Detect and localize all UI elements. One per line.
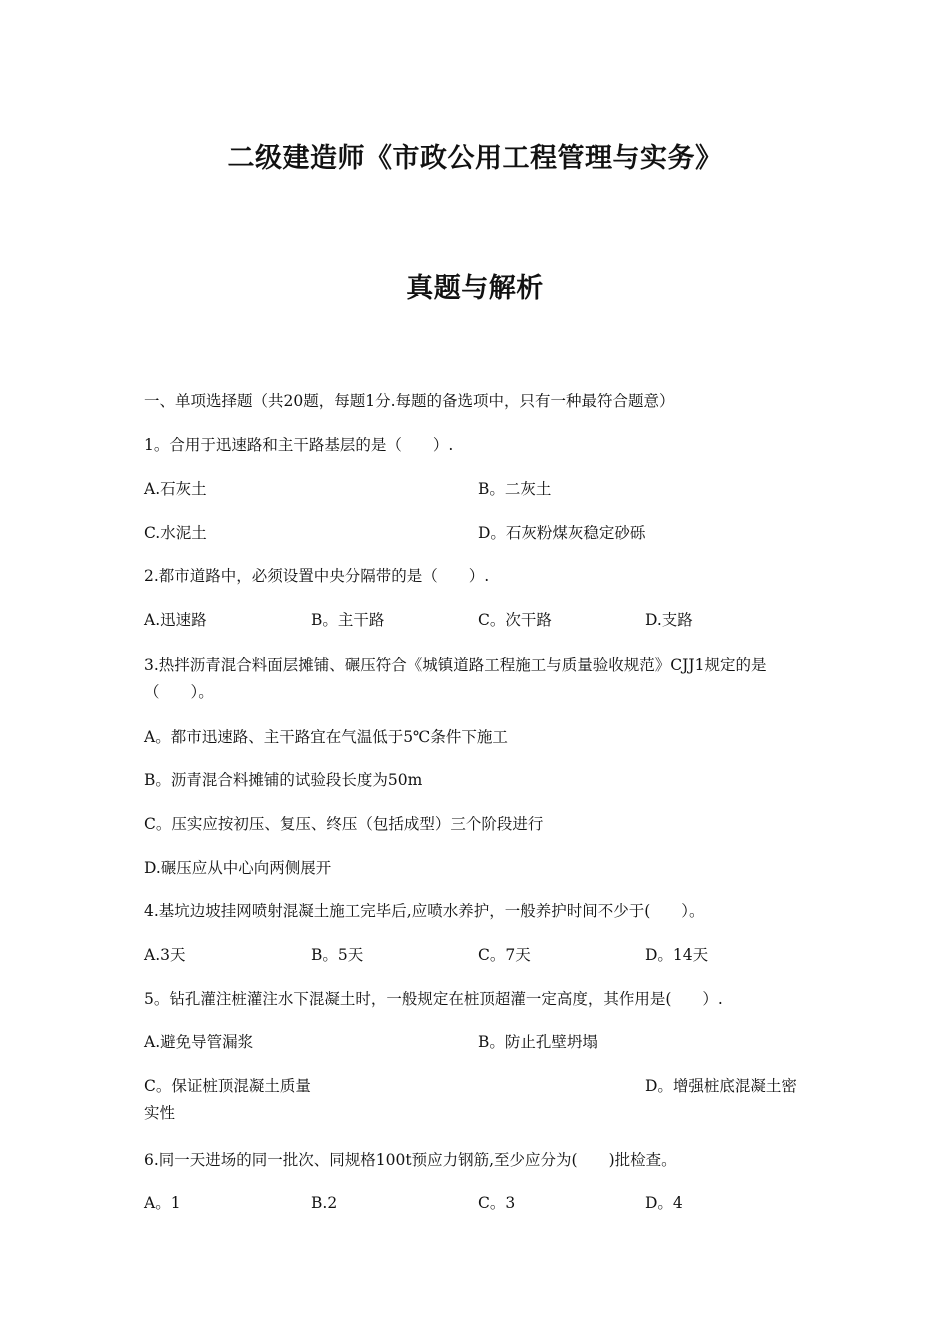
q6-option-c: C。3 [478, 1194, 516, 1212]
q6-option-b: B.2 [311, 1194, 338, 1212]
q5-option-d: D。增强桩底混凝土密 [645, 1077, 797, 1095]
q5-option-d-continued: 实性 [144, 1104, 176, 1122]
question-3: 3.热拌沥青混合料面层摊铺、碾压符合《城镇道路工程施工与质量验收规范》CJJ1规定的是（ ）。 [144, 656, 767, 701]
document-title: 二级建造师《市政公用工程管理与实务》 [227, 143, 723, 174]
q6-option-a: A。1 [144, 1194, 181, 1212]
q6-option-d: D。4 [645, 1194, 683, 1212]
question-1: 1。合用于迅速路和主干路基层的是（ ）. [144, 436, 454, 454]
section-heading: 一、单项选择题（共20题，每题1分.每题的备选项中，只有一种最符合题意） [144, 392, 675, 410]
q5-option-b: B。防止孔壁坍塌 [478, 1033, 598, 1051]
q1-option-c: C.水泥土 [144, 524, 207, 542]
q4-option-d: D。14天 [645, 946, 709, 964]
q3-option-d: D.碾压应从中心向两侧展开 [144, 859, 332, 877]
q2-option-c: C。次干路 [478, 611, 552, 629]
q3-option-c: C。压实应按初压、复压、终压（包括成型）三个阶段进行 [144, 815, 544, 833]
question-2: 2.都市道路中，必须设置中央分隔带的是（ ）. [144, 567, 490, 585]
q1-option-a: A.石灰土 [144, 480, 207, 498]
q4-option-b: B。5天 [311, 946, 364, 964]
q4-option-a: A.3天 [144, 946, 186, 964]
q3-option-a: A。都市迅速路、主干路宜在气温低于5℃条件下施工 [144, 728, 508, 746]
q5-option-a: A.避免导管漏浆 [144, 1033, 254, 1051]
q3-option-b: B。沥青混合料摊铺的试验段长度为50m [144, 771, 423, 789]
question-4: 4.基坑边坡挂网喷射混凝土施工完毕后,应喷水养护，一般养护时间不少于( ）。 [144, 902, 705, 920]
q5-option-c: C。保证桩顶混凝土质量 [144, 1077, 311, 1095]
q1-option-b: B。二灰土 [478, 480, 552, 498]
q2-option-b: B。主干路 [311, 611, 385, 629]
document-subtitle: 真题与解析 [406, 273, 544, 304]
question-6: 6.同一天进场的同一批次、同规格100t预应力钢筋,至少应分为( )批检查。 [144, 1151, 677, 1169]
q2-option-a: A.迅速路 [144, 611, 207, 629]
q1-option-d: D。石灰粉煤灰稳定砂砾 [478, 524, 646, 542]
question-5: 5。钻孔灌注桩灌注水下混凝土时，一般规定在桩顶超灌一定高度，其作用是( ）. [144, 990, 723, 1008]
q2-option-d: D.支路 [645, 611, 693, 629]
q4-option-c: C。7天 [478, 946, 531, 964]
